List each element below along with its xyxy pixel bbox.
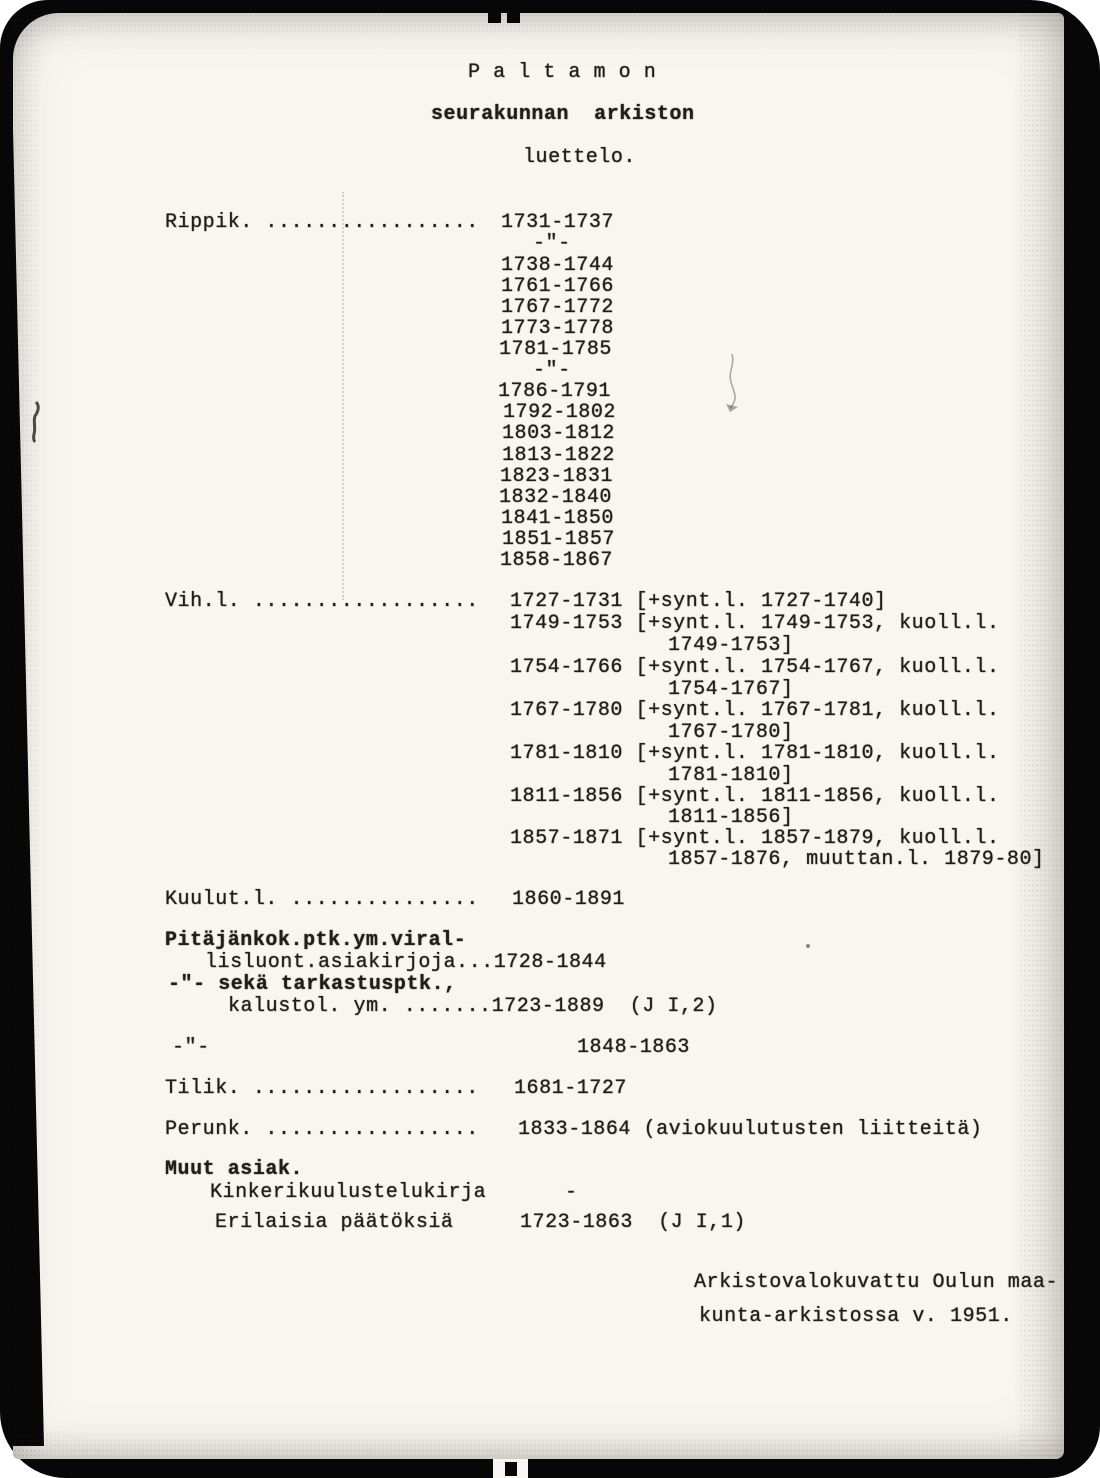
vihl-label: Vih.l. .................. [165, 590, 479, 613]
rippik-year: 1803-1812 [502, 422, 615, 445]
perunk-label: Perunk. ................. [165, 1118, 479, 1141]
ditto-label: -"- [172, 1036, 210, 1059]
perunk-year: 1833-1864 (aviokuulutusten liitteitä) [518, 1118, 983, 1141]
vihl-row: 1857-1871 [+synt.l. 1857-1879, kuoll.l. [510, 827, 1000, 850]
vihl-cont: 1754-1767] [668, 678, 794, 701]
rippik-year: 1858-1867 [500, 549, 613, 572]
rippik-year: 1823-1831 [500, 465, 613, 488]
rippik-year: 1851-1857 [502, 528, 615, 551]
rippik-year: 1761-1766 [501, 275, 614, 298]
muut-item: Kinkerikuulustelukirja [210, 1181, 487, 1204]
muut-item: Erilaisia päätöksiä [215, 1211, 454, 1234]
vihl-row: 1727-1731 [+synt.l. 1727-1740] [510, 590, 887, 613]
vihl-cont: 1781-1810] [668, 764, 794, 787]
rippik-year: -"- [533, 232, 571, 255]
rippik-year: 1813-1822 [502, 444, 615, 467]
pitajankok-line: kalustol. ym. .......1723-1889 (J I,2) [228, 995, 718, 1018]
pitajankok-line: Pitäjänkok.ptk.ym.viral- [165, 929, 467, 952]
pitajankok-line: -"- sekä tarkastusptk., [168, 973, 457, 996]
vihl-row: 1767-1780 [+synt.l. 1767-1781, kuoll.l. [510, 699, 1000, 722]
kuulut-year: 1860-1891 [512, 888, 625, 911]
muut-item-value: 1723-1863 (J I,1) [520, 1211, 746, 1234]
rippik-year: 1767-1772 [501, 296, 614, 319]
vihl-cont: 1767-1780] [668, 721, 794, 744]
rippik-year: 1731-1737 [501, 211, 614, 234]
vihl-cont: 1857-1876, muuttan.l. 1879-80] [668, 848, 1045, 871]
rippik-year: 1738-1744 [501, 254, 614, 277]
rippik-year: 1832-1840 [499, 486, 612, 509]
rippik-year: 1792-1802 [503, 401, 616, 424]
title-line: luettelo. [523, 146, 636, 169]
ditto-year: 1848-1863 [577, 1036, 690, 1059]
tilik-label: Tilik. .................. [165, 1077, 479, 1100]
rippik-label: Rippik. ................. [165, 211, 479, 234]
vihl-row: 1811-1856 [+synt.l. 1811-1856, kuoll.l. [510, 785, 1000, 808]
vihl-cont: 1811-1856] [668, 806, 794, 829]
pitajankok-line: lisluont.asiakirjoja...1728-1844 [205, 951, 607, 974]
muut-heading: Muut asiak. [165, 1158, 304, 1181]
vihl-cont: 1749-1753] [668, 634, 794, 657]
footer-line: Arkistovalokuvattu Oulun maa- [694, 1271, 1059, 1294]
title-line: seurakunnan arkiston [431, 103, 695, 126]
footer-line: kunta-arkistossa v. 1951. [699, 1305, 1013, 1328]
tilik-year: 1681-1727 [514, 1077, 627, 1100]
vihl-row: 1781-1810 [+synt.l. 1781-1810, kuoll.l. [510, 742, 1000, 765]
vihl-row: 1749-1753 [+synt.l. 1749-1753, kuoll.l. [510, 612, 1000, 635]
muut-item-value: - [565, 1181, 578, 1204]
rippik-year: 1841-1850 [501, 507, 614, 530]
rippik-year: 1781-1785 [499, 338, 612, 361]
title-line: P a l t a m o n [468, 61, 657, 84]
kuulut-label: Kuulut.l. ............... [165, 888, 479, 911]
rippik-year: -"- [533, 359, 571, 382]
vihl-row: 1754-1766 [+synt.l. 1754-1767, kuoll.l. [510, 656, 1000, 679]
rippik-year: 1773-1778 [501, 317, 614, 340]
rippik-year: 1786-1791 [498, 380, 611, 403]
